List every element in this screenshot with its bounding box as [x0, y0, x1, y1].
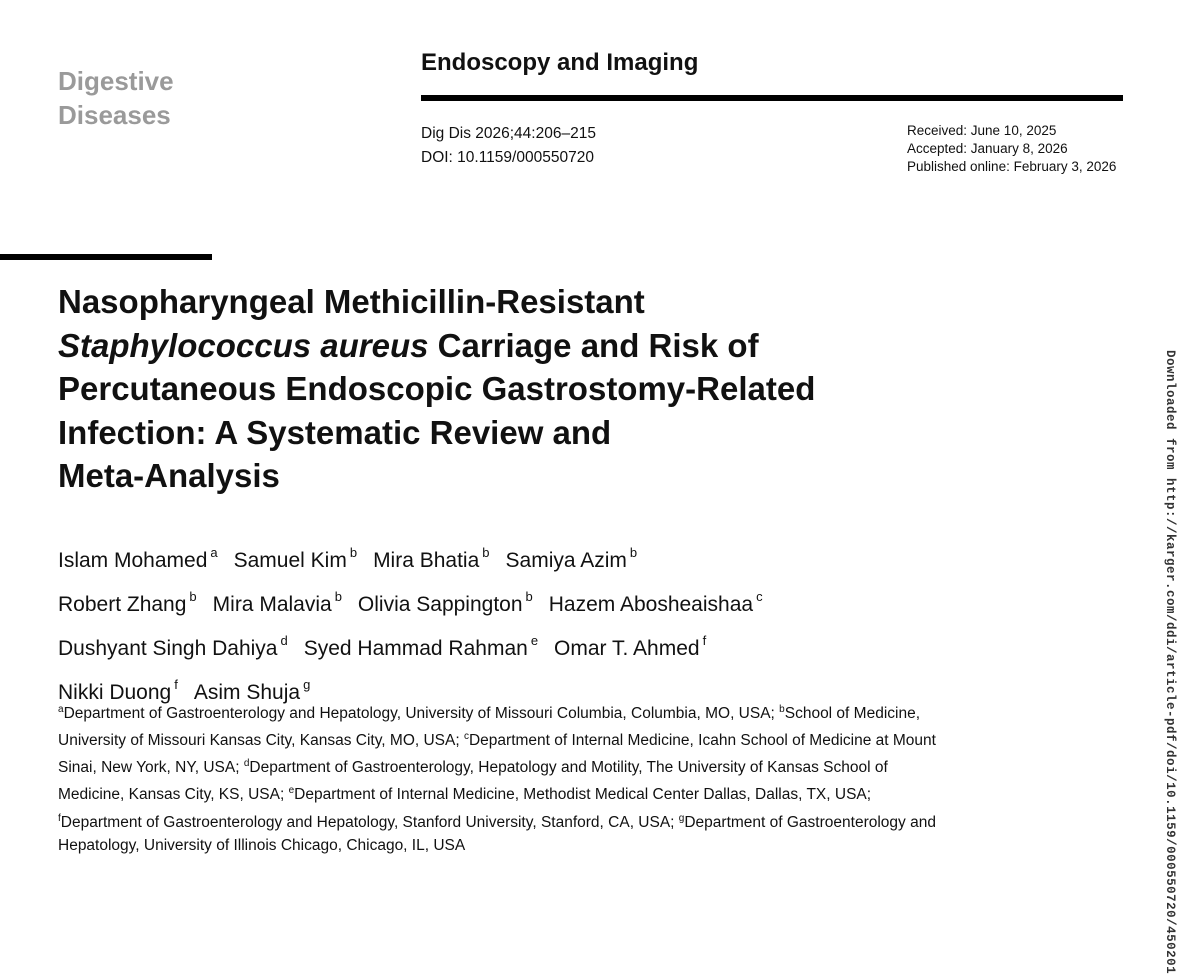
affiliations	[58, 698, 938, 857]
affiliation-key: d	[243, 758, 250, 770]
article-title	[58, 280, 958, 498]
author-name[interactable]	[58, 589, 197, 616]
affiliation-marker: b	[349, 545, 358, 560]
journal-name-line2: Diseases	[58, 100, 171, 130]
affiliation-marker: a	[210, 545, 218, 560]
affiliation-key: a	[58, 704, 64, 715]
author-name-text: Samuel Kim	[233, 549, 347, 572]
author-name-text: Omar T. Ahmed	[554, 637, 700, 660]
affiliation-text: Department of Gastroenterology and Hepatology, University of Missouri Columbia, Columbia, MO, USA;	[63, 705, 780, 723]
title-line1: Nasopharyngeal Methicillin-Resistant	[58, 283, 645, 320]
title-rule	[0, 254, 212, 260]
author-name-text: Nikki Duong	[58, 681, 172, 704]
affiliation-text: Department of Gastroenterology, Hepatology and Motility, The University of Kansas School of Medicine, Kansas City, KS, USA;	[58, 759, 888, 804]
author-name[interactable]	[357, 589, 533, 616]
affiliation-marker: b	[525, 589, 533, 604]
author-name[interactable]	[373, 545, 490, 572]
author-name[interactable]	[58, 633, 288, 660]
author-name-text: Samiya Azim	[505, 549, 627, 572]
header-rule	[421, 95, 1123, 101]
title-line4: Infection: A Systematic Review and	[58, 413, 612, 451]
citation-ref: Dig Dis 2026;44:206–215	[421, 125, 596, 142]
author-name-text: Mira Bhatia	[373, 549, 480, 572]
affiliation-key: b	[779, 704, 785, 715]
citation-block	[421, 122, 596, 170]
author-list	[58, 536, 1058, 712]
affiliation-marker: b	[334, 589, 342, 604]
author-name-text: Dushyant Singh Dahiya	[58, 637, 278, 660]
author-name-text: Hazem Abosheaishaa	[548, 593, 754, 616]
affiliation-marker: e	[530, 633, 539, 648]
author-name[interactable]	[212, 589, 342, 616]
title-line5: Meta-Analysis	[58, 457, 280, 494]
affiliation-marker: b	[189, 589, 197, 604]
author-name[interactable]	[233, 545, 358, 572]
author-name-text: Islam Mohamed	[58, 549, 208, 572]
author-name[interactable]	[303, 633, 539, 660]
affiliation-marker: c	[756, 589, 763, 604]
affiliation-text: Department of Internal Medicine, Icahn School of Medicine at Mount Sinai, New York, NY, USA;	[58, 732, 936, 777]
affiliation-key: e	[288, 785, 295, 797]
title-organism: Staphylococcus aureus	[58, 326, 429, 364]
journal-name	[58, 64, 174, 132]
affiliation-key: g	[678, 812, 685, 824]
author-line	[58, 580, 1058, 624]
affiliation-marker: d	[280, 633, 288, 648]
author-name-text: Syed Hammad Rahman	[303, 637, 528, 660]
affiliation-text: Department of Gastroenterology and Hepatology, University of Illinois Chicago, Chicago, IL, USA	[58, 813, 936, 854]
author-name-text: Asim Shuja	[193, 681, 301, 704]
author-name[interactable]	[548, 589, 763, 616]
title-line3: Percutaneous Endoscopic Gastrostomy-Related	[58, 370, 816, 407]
affiliation-marker: f	[702, 633, 707, 648]
author-name-text: Olivia Sappington	[357, 593, 523, 616]
affiliation-marker: b	[482, 545, 490, 560]
author-name[interactable]	[554, 633, 707, 660]
affiliation-marker: g	[303, 677, 311, 692]
section-heading: Endoscopy and Imaging	[421, 49, 699, 76]
download-watermark: Downloaded from http://karger.com/ddi/article-pdf/doi/10.1159/000550720/450201	[1163, 350, 1177, 974]
affiliation-text: Department of Gastroenterology and Hepatology, Stanford University, Stanford, CA, USA;	[60, 813, 679, 831]
author-name[interactable]	[58, 545, 218, 572]
dates-block	[907, 122, 1116, 176]
title-line2: Carriage and Risk of	[428, 326, 759, 364]
affiliation-text: Department of Internal Medicine, Methodist Medical Center Dallas, Dallas, TX, USA;	[294, 786, 872, 804]
author-line	[58, 536, 1058, 580]
journal-name-line1: Digestive	[58, 66, 174, 96]
affiliation-marker: f	[174, 677, 178, 692]
affiliation-marker: b	[629, 545, 638, 560]
affiliation-text: School of Medicine, University of Missouri Kansas City, Kansas City, MO, USA;	[58, 705, 921, 750]
date-received: Received: June 10, 2025	[907, 123, 1057, 138]
author-name-text: Mira Malavia	[212, 593, 332, 616]
affiliation-key: c	[463, 731, 469, 743]
date-published: Published online: February 3, 2026	[907, 159, 1117, 174]
author-name[interactable]	[505, 545, 638, 572]
citation-doi[interactable]: DOI: 10.1159/000550720	[421, 149, 594, 166]
author-name-text: Robert Zhang	[58, 593, 187, 616]
date-accepted: Accepted: January 8, 2026	[907, 141, 1068, 156]
author-line	[58, 624, 1058, 668]
affiliation-key: f	[58, 812, 61, 824]
